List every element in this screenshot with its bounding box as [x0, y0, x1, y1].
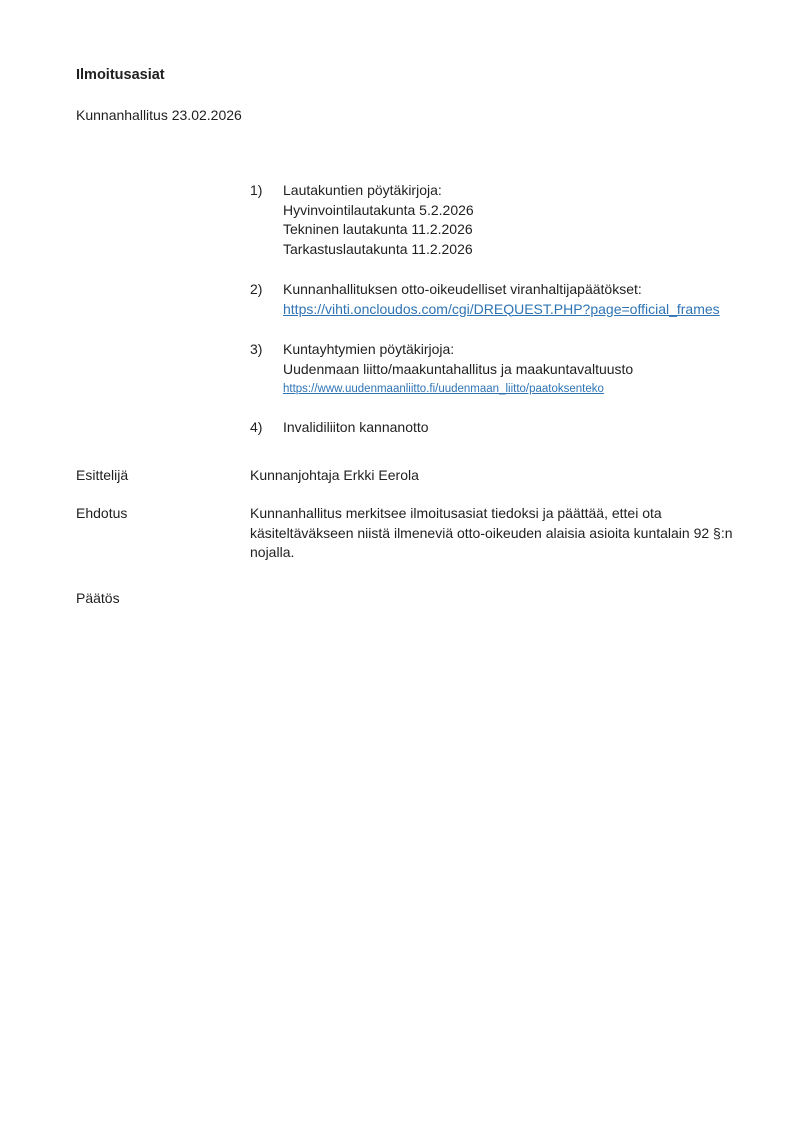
item-link-row: [283, 379, 734, 397]
proposal-text: Kunnanhallitus merkitsee ilmoitusasiat tiedoksi ja päättää, ettei ota käsiteltäväkseen niistä ilmeneviä otto-oikeuden alaisia asioita kuntalain 92 §:n nojalla.: [250, 505, 733, 560]
section-label: Ehdotus: [76, 505, 128, 521]
decision-text: [250, 589, 734, 609]
item-line: Lautakuntien pöytäkirjoja:: [283, 182, 442, 198]
page-title: Ilmoitusasiat: [76, 67, 165, 83]
list-item-2: [250, 280, 734, 319]
item-line: Kunnanhallituksen otto-oikeudelliset viranhaltijapäätökset:: [283, 281, 642, 297]
item-line: Invalidiliiton kannanotto: [283, 419, 429, 435]
item-number: 1): [250, 182, 263, 198]
item-body: [283, 181, 734, 259]
item-body: [283, 340, 734, 397]
item-link-row: [283, 300, 734, 320]
list-item-3: [250, 340, 734, 397]
announcements-list: [250, 181, 734, 438]
item-line: Kuntayhtymien pöytäkirjoja:: [283, 341, 455, 357]
section-label: Esittelijä: [76, 466, 129, 483]
item-number: 4): [250, 419, 263, 435]
presenter-name: Kunnanjohtaja Erkki Eerola: [250, 466, 419, 483]
item-body: [283, 418, 734, 438]
uudenmaanliitto-link[interactable]: https://www.uudenmaanliitto.fi/uudenmaan_liitto/paatoksenteko: [283, 383, 604, 395]
decision-sections: [76, 466, 734, 609]
section-esittelija: [76, 466, 734, 486]
item-line: Tarkastuslautakunta 11.2.2026: [283, 240, 473, 257]
section-paatos: [76, 589, 734, 609]
meeting-info: Kunnanhallitus 23.02.2026: [76, 106, 242, 123]
oncloudos-link[interactable]: https://vihti.oncloudos.com/cgi/DREQUEST.PHP?page=official_frames: [283, 300, 720, 317]
item-line: Uudenmaan liitto/maakuntahallitus ja maakuntavaltuusto: [283, 360, 634, 377]
item-number: 2): [250, 281, 263, 297]
list-item-1: [250, 181, 734, 259]
item-line: Hyvinvointilautakunta 5.2.2026: [283, 201, 474, 218]
section-ehdotus: [76, 504, 734, 563]
section-label: Päätös: [76, 589, 120, 606]
list-item-4: [250, 418, 734, 438]
item-body: [283, 280, 734, 319]
item-number: 3): [250, 341, 263, 357]
item-line: Tekninen lautakunta 11.2.2026: [283, 221, 473, 237]
